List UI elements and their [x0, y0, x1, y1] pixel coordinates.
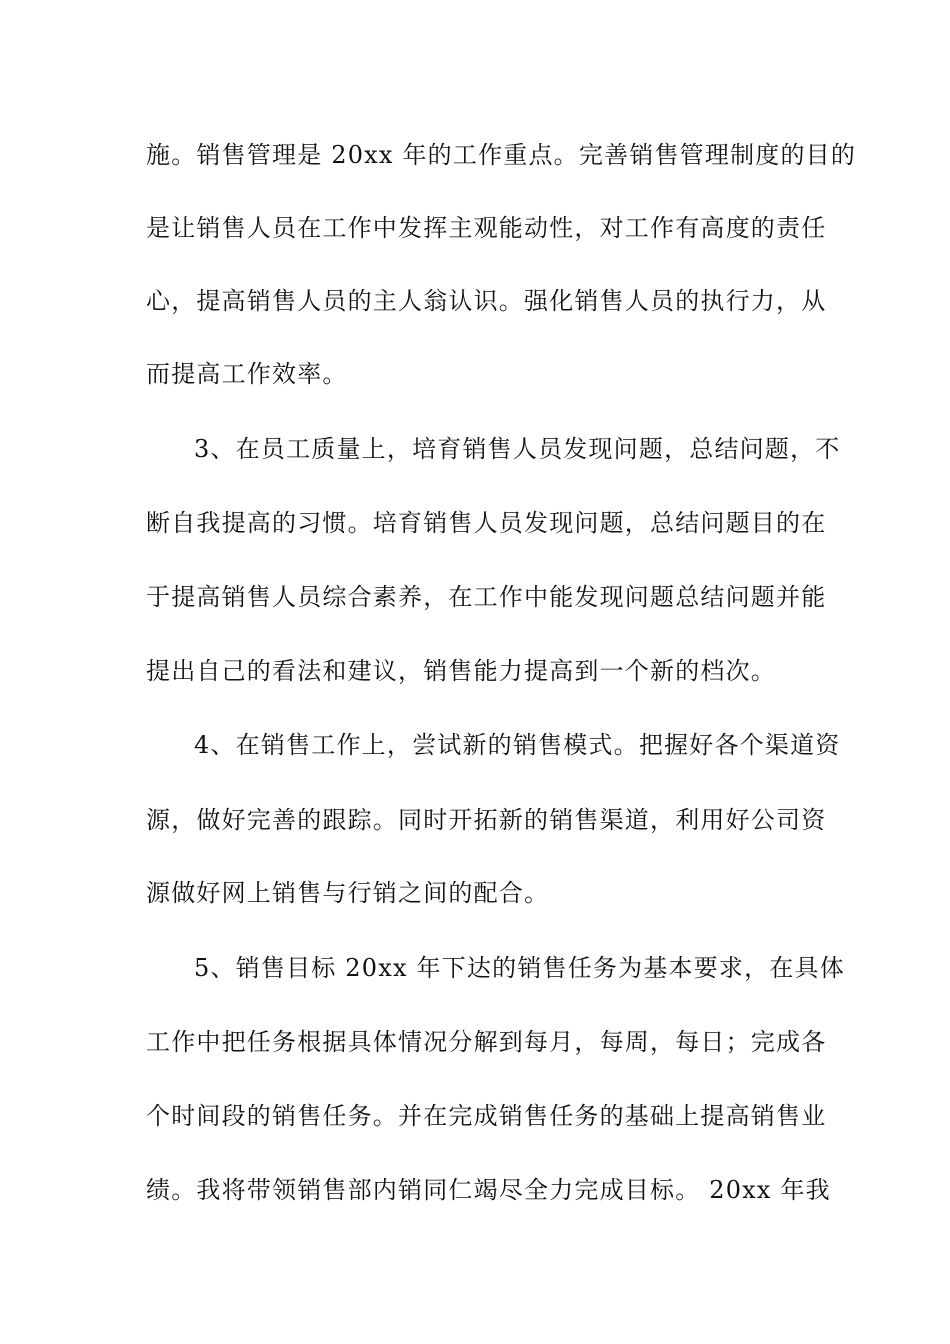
text-line: 而提高工作效率。 — [146, 360, 348, 388]
text-line: 提出自己的看法和建议，销售能力提高到一个新的档次。 — [146, 657, 776, 685]
paragraph-start-line: 5、销售目标 20xx 年下达的销售任务为基本要求，在具体 — [194, 954, 845, 982]
text-line: 是让销售人员在工作中发挥主观能动性，对工作有高度的责任 — [146, 214, 827, 242]
text-line: 心，提高销售人员的主人翁认识。强化销售人员的执行力，从 — [146, 287, 827, 315]
text-line: 于提高销售人员综合素养，在工作中能发现问题总结问题并能 — [146, 583, 827, 611]
text-line: 断自我提高的习惯。培育销售人员发现问题，总结问题目的在 — [146, 509, 827, 537]
text-line: 源，做好完善的跟踪。同时开拓新的销售渠道，利用好公司资 — [146, 806, 827, 834]
paragraph-start-line: 3、在员工质量上，培育销售人员发现问题，总结问题，不 — [194, 435, 841, 463]
text-line: 绩。我将带领销售部内销同仁竭尽全力完成目标。 20xx 年我 — [146, 1176, 831, 1204]
text-line: 工作中把任务根据具体情况分解到每月，每周，每日；完成各 — [146, 1028, 827, 1056]
text-line: 施。销售管理是 20xx 年的工作重点。完善销售管理制度的目的 — [146, 141, 857, 169]
text-line: 源做好网上销售与行销之间的配合。 — [146, 879, 550, 907]
text-line: 个时间段的销售任务。并在完成销售任务的基础上提高销售业 — [146, 1102, 827, 1130]
paragraph-start-line: 4、在销售工作上，尝试新的销售模式。把握好各个渠道资 — [194, 731, 841, 759]
